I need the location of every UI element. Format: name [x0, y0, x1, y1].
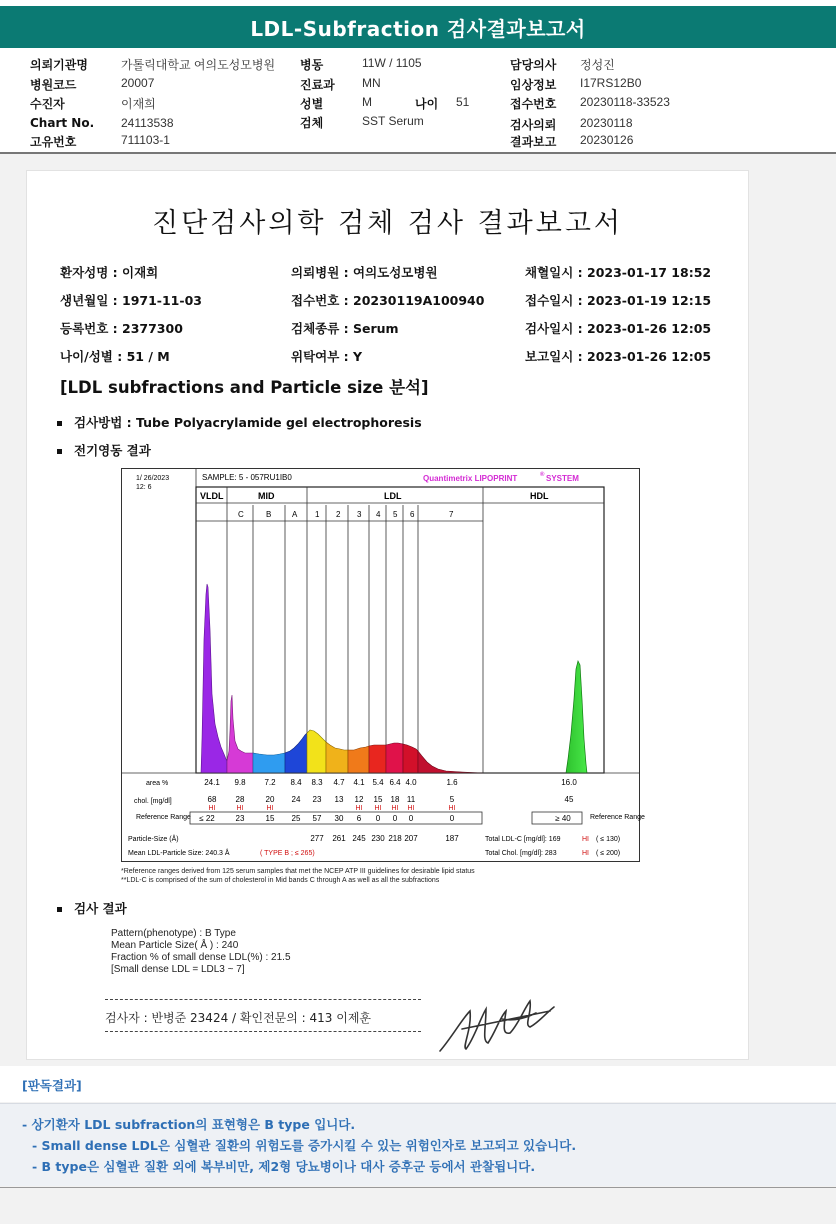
chart-sample: SAMPLE: 5 - 057RU1IB0 [202, 473, 292, 482]
header-value: 20230126 [580, 133, 634, 147]
chol-value: 68 [207, 795, 217, 804]
header-label: 나이 [415, 97, 439, 111]
header-value: SST Serum [362, 114, 424, 128]
patient-info: 생년월일 : 1971-11-03 [60, 293, 202, 308]
ref-value: 0 [408, 814, 414, 823]
result-line: Pattern(phenotype) : B Type [111, 928, 236, 939]
result-bullet [57, 899, 127, 917]
hi-flag: HI [407, 805, 415, 812]
result-line: Mean Particle Size( Å ) : 240 [111, 940, 239, 951]
hi-flag: HI [355, 805, 363, 812]
ref-value: 0 [375, 814, 381, 823]
header-label: 검사의뢰 [510, 118, 557, 132]
report-sheet [26, 170, 749, 1060]
note-line: *Reference ranges derived from 125 serum samples that met the NCEP ATP III guidelines for desirable lipid status [121, 868, 475, 875]
interpretation-line: - 상기환자 LDL subfraction의 표현형은 B type 입니다. [22, 1117, 356, 1132]
registered-mark: ® [540, 472, 545, 478]
interpretation-header [0, 1066, 836, 1102]
header-value: 24113538 [121, 116, 174, 130]
band-label: A [292, 510, 298, 519]
ref-value: 15 [265, 814, 275, 823]
header-value: MN [362, 76, 381, 90]
ref-value: 6 [356, 814, 362, 823]
size-value: 261 [332, 834, 346, 843]
result-lines [111, 928, 291, 976]
interpretation-title: [판독결과] [22, 1078, 82, 1093]
hi-flag: HI [208, 805, 216, 812]
method-bullet [57, 413, 422, 431]
patient-info: 나이/성별 : 51 / M [60, 349, 170, 364]
total-ldl: Total LDL-C [mg/dl]: 169 [485, 836, 561, 843]
group-vldl: VLDL [200, 491, 224, 501]
header-label: 병동 [300, 58, 324, 72]
header-info [0, 48, 836, 152]
chol-value: 11 [406, 795, 416, 804]
area-row [204, 778, 577, 787]
result-title: 검사 결과 [74, 901, 127, 916]
mean-size: Mean LDL-Particle Size: 240.3 Å [128, 850, 230, 857]
chart-date: 1/ 26/2023 [136, 475, 170, 482]
ref-value: 0 [449, 814, 455, 823]
size-value: 218 [388, 834, 402, 843]
ref-value: 25 [291, 814, 301, 823]
bullet-icon [57, 421, 62, 426]
header-label: 접수번호 [510, 97, 557, 111]
patient-info: 보고일시 : 2023-01-26 12:05 [525, 349, 712, 364]
mean-type: ( TYPE B ; ≤ 265) [260, 850, 315, 857]
area-value: 4.0 [405, 778, 417, 787]
hi-flag: HI [236, 805, 244, 812]
interpretation-line: - B type은 심혈관 질환 외에 복부비만, 제2형 당뇨병이나 대사 증후군 등에서 관찰됩니다. [32, 1159, 536, 1174]
header-label: Chart No. [30, 116, 95, 130]
electro-text: 전기영동 결과 [74, 443, 151, 458]
band-label: 4 [376, 510, 381, 519]
area-value: 8.4 [290, 778, 302, 787]
interpretation-body [0, 1103, 836, 1186]
header-value: 이재희 [121, 97, 156, 111]
header-value: I17RS12B0 [580, 76, 642, 90]
total-ldl-hi: HI [582, 836, 589, 843]
header-label: 진료과 [300, 78, 335, 92]
header-value: 가톨릭대학교 여의도성모병원 [121, 58, 276, 72]
size-value: 187 [445, 834, 459, 843]
chol-value: 12 [354, 795, 364, 804]
patient-info: 검사일시 : 2023-01-26 12:05 [525, 321, 712, 336]
patient-info: 환자성명 : 이재희 [60, 265, 159, 280]
patient-info: 의뢰병원 : 여의도성모병원 [291, 265, 438, 280]
report-title: LDL-Subfraction 검사결과보고서 [250, 16, 586, 41]
header-value: 정성진 [580, 58, 615, 72]
area-value: 4.7 [333, 778, 345, 787]
chart-svg [122, 469, 645, 861]
patient-info: 등록번호 : 2377300 [60, 321, 183, 336]
electrophoresis-trace [201, 584, 587, 773]
size-value: 230 [371, 834, 385, 843]
area-value: 5.4 [372, 778, 384, 787]
area-value: 24.1 [204, 778, 220, 787]
electrophoresis-chart [121, 468, 645, 862]
size-value: 207 [404, 834, 418, 843]
ref-value: 30 [334, 814, 344, 823]
header-label: 수진자 [30, 97, 65, 111]
chart-time: 12: 6 [136, 484, 152, 491]
band-dividers [227, 487, 483, 773]
hi-flag: HI [266, 805, 274, 812]
header-value: M [362, 95, 372, 109]
bullet-icon [57, 907, 62, 912]
band-label: 6 [410, 510, 415, 519]
area-value: 1.6 [446, 778, 458, 787]
ref-value: 23 [235, 814, 245, 823]
header-label: 고유번호 [30, 135, 77, 149]
area-value: 16.0 [561, 778, 577, 787]
band-label: 1 [315, 510, 320, 519]
total-chol: Total Chol. [mg/dl]: 283 [485, 850, 557, 857]
hi-flags [209, 805, 456, 812]
group-ldl: LDL [384, 491, 402, 501]
chol-row [208, 795, 574, 804]
row-label: area % [146, 780, 169, 787]
header-label: 담당의사 [510, 58, 557, 72]
patient-info: 채혈일시 : 2023-01-17 18:52 [525, 265, 712, 280]
ref-value: ≥ 40 [555, 814, 571, 823]
row-label: chol. [mg/dl] [134, 798, 172, 805]
size-value: 277 [310, 834, 324, 843]
ref-value: ≤ 22 [199, 814, 215, 823]
interpretation-line: - Small dense LDL은 심혈관 질환의 위험도를 증가시킬 수 있는 위험인자로 보고되고 있습니다. [32, 1138, 577, 1153]
band-label: 7 [449, 510, 454, 519]
header-value: 20230118 [580, 116, 633, 130]
bottom-rule [0, 1187, 836, 1188]
band-label: 2 [336, 510, 341, 519]
header-label: 임상정보 [510, 78, 557, 92]
hi-flag: HI [391, 805, 399, 812]
signature-line: 검사자 : 반병준 23424 / 확인전문의 : 413 이제훈 [105, 1011, 372, 1025]
area-value: 7.2 [264, 778, 276, 787]
band-label: 5 [393, 510, 398, 519]
header-value: 11W / 1105 [362, 56, 422, 70]
header-value: 51 [456, 95, 470, 109]
electro-bullet [57, 441, 151, 459]
total-ldl-ref: ( ≤ 130) [596, 836, 621, 843]
chol-value: 45 [564, 795, 574, 804]
header-label: 병원코드 [30, 78, 77, 92]
section-title: [LDL subfractions and Particle size 분석] [60, 378, 429, 397]
ref-label: Reference Range [136, 814, 191, 821]
document-title: 진단검사의학 검체 검사 결과보고서 [152, 208, 623, 239]
size-row [310, 834, 459, 843]
band-label: 3 [357, 510, 362, 519]
hi-flag: HI [374, 805, 382, 812]
chol-value: 28 [235, 795, 245, 804]
chol-value: 15 [373, 795, 383, 804]
size-value: 245 [352, 834, 366, 843]
total-chol-ref: ( ≤ 200) [596, 850, 621, 857]
chol-value: 23 [312, 795, 322, 804]
report-title-bar [0, 6, 836, 48]
header-label: 검체 [300, 116, 324, 130]
header-value: 20230118-33523 [580, 95, 670, 109]
patient-info: 접수번호 : 20230119A100940 [291, 293, 485, 308]
header-label: 성별 [300, 97, 324, 111]
area-value: 6.4 [389, 778, 401, 787]
ref-value: 0 [392, 814, 398, 823]
band-label: C [238, 510, 244, 519]
group-hdl: HDL [530, 491, 549, 501]
result-line: Fraction % of small dense LDL(%) : 21.5 [111, 952, 291, 963]
hi-flag: HI [448, 805, 456, 812]
ref-label-right: Reference Range [590, 814, 645, 821]
chol-value: 18 [390, 795, 400, 804]
group-mid: MID [258, 491, 275, 501]
signature-icon [432, 989, 562, 1059]
area-value: 9.8 [234, 778, 246, 787]
ref-value: 57 [312, 814, 322, 823]
chol-value: 24 [291, 795, 301, 804]
ref-row [199, 814, 571, 823]
chol-value: 5 [449, 795, 455, 804]
header-divider [0, 152, 836, 154]
signature-rule [105, 1031, 421, 1032]
header-value: 711103-1 [121, 133, 170, 147]
header-label: 의뢰기관명 [30, 58, 88, 72]
note-line: **LDL-C is comprised of the sum of cholesterol in Mid bands C through A as well as all the subfractions [121, 877, 440, 884]
chart-system-suffix: SYSTEM [546, 474, 579, 483]
header-value: 20007 [121, 76, 155, 90]
result-line: [Small dense LDL = LDL3 ~ 7] [111, 964, 245, 975]
chart-system: Quantimetrix LIPOPRINT [423, 474, 518, 483]
plot-frame [196, 487, 604, 773]
total-chol-hi: HI [582, 850, 589, 857]
signature-rule [105, 999, 421, 1000]
area-value: 4.1 [353, 778, 365, 787]
bullet-icon [57, 449, 62, 454]
chol-value: 13 [334, 795, 344, 804]
area-value: 8.3 [311, 778, 323, 787]
patient-info: 위탁여부 : Y [291, 349, 363, 364]
method-text: 검사방법 : Tube Polyacrylamide gel electrophoresis [74, 415, 422, 430]
patient-info: 검체종류 : Serum [291, 321, 399, 336]
band-label: B [266, 510, 272, 519]
chol-value: 20 [265, 795, 275, 804]
chart-notes [121, 867, 475, 885]
size-label: Particle-Size (Å) [128, 836, 179, 843]
header-label: 결과보고 [510, 135, 557, 149]
patient-info: 접수일시 : 2023-01-19 12:15 [525, 293, 712, 308]
